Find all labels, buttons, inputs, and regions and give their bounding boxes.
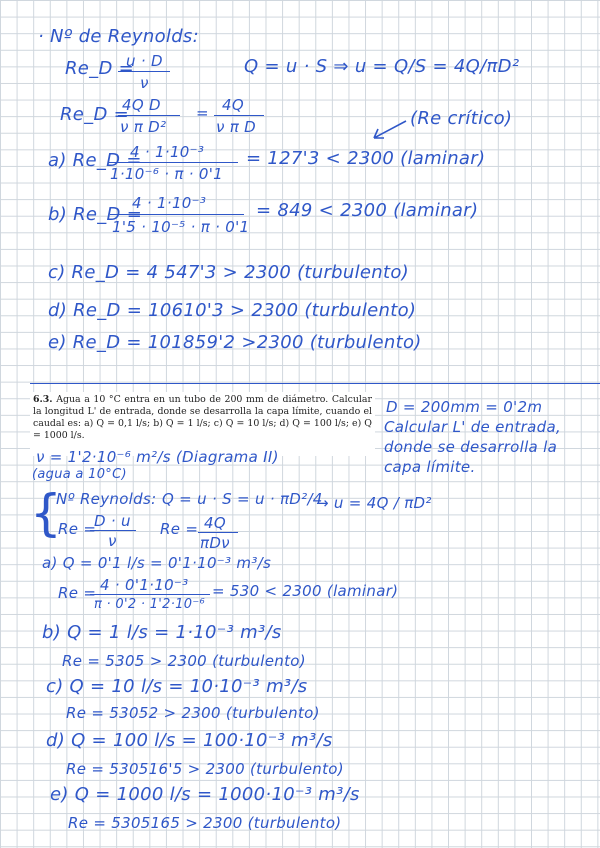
re-definition-numerator: u · D bbox=[126, 52, 163, 70]
case-b-label: b) Re_D = bbox=[48, 204, 143, 225]
re-definition-fraction-bar bbox=[118, 71, 170, 72]
arrow-icon bbox=[368, 118, 408, 144]
re-flow-fraction-bar bbox=[198, 532, 238, 533]
section-divider bbox=[30, 383, 600, 384]
q-case-d-line: d) Q = 100 l/s = 100·10⁻³ m³/s bbox=[46, 730, 333, 751]
q-case-a-line: a) Q = 0'1 l/s = 0'1·10⁻³ m³/s bbox=[42, 554, 272, 572]
case-a-result: = 127'3 < 2300 (laminar) bbox=[246, 148, 486, 169]
re-definition-denominator: ν bbox=[140, 74, 149, 92]
q-case-b-line: b) Q = 1 l/s = 1·10⁻³ m³/s bbox=[42, 622, 282, 643]
viscosity-line: ν = 1'2·10⁻⁶ m²/s (Diagrama II) bbox=[36, 448, 279, 466]
re-flow-numerator: 4Q bbox=[204, 514, 226, 532]
case-e-line: e) Re_D = 101859'2 >2300 (turbulento) bbox=[48, 332, 422, 353]
case-a-denominator: 1·10⁻⁶ · π · 0'1 bbox=[110, 165, 223, 183]
case-b-numerator: 4 · 1·10⁻³ bbox=[132, 194, 207, 212]
q-case-b-re: Re = 5305 > 2300 (turbulento) bbox=[62, 652, 306, 670]
q-case-e-line: e) Q = 1000 l/s = 1000·10⁻³ m³/s bbox=[50, 784, 360, 805]
case-b-denominator: 1'5 · 10⁻⁵ · π · 0'1 bbox=[112, 218, 250, 236]
red-formula-label: Re_D = bbox=[60, 104, 130, 125]
problem-text: Agua a 10 °C entra en un tubo de 200 mm de diámetro. Calcular la longitud L' de entrada, donde se desarrolla la capa límite, cuando el caudal es: a) Q = 0,1 l/s; b) Q = 1 l/s; c) Q = 10 l/s; d) Q = 100 l/s; e) Q = 1000 l/s. bbox=[33, 394, 372, 441]
side-note-line-4: capa límite. bbox=[384, 458, 476, 476]
case-a-label: a) Re_D = bbox=[48, 150, 142, 171]
problem-statement bbox=[30, 392, 375, 456]
re-general-numerator: D · u bbox=[94, 512, 131, 530]
side-note-line-3: donde se desarrolla la bbox=[384, 438, 558, 456]
re-flow-denominator: πDν bbox=[200, 534, 230, 552]
red-simplified-numerator: 4Q bbox=[222, 96, 244, 114]
re-definition-label: Re_D = bbox=[65, 58, 135, 79]
side-note-line-2: Calcular L' de entrada, bbox=[384, 418, 562, 436]
flow-velocity-relation: Q = u · S ⇒ u = Q/S = 4Q/πD² bbox=[244, 56, 520, 77]
re-general-fraction-bar bbox=[90, 530, 136, 531]
q-case-d-re: Re = 530516'5 > 2300 (turbulento) bbox=[66, 760, 344, 778]
q-case-a-re-denominator: π · 0'2 · 1'2·10⁻⁶ bbox=[94, 597, 205, 612]
q-case-c-line: c) Q = 10 l/s = 10·10⁻³ m³/s bbox=[46, 676, 308, 697]
side-note-line-1: D = 200mm = 0'2m bbox=[386, 398, 543, 416]
system-brace: { bbox=[30, 484, 62, 542]
case-a-numerator: 4 · 1·10⁻³ bbox=[130, 143, 205, 161]
q-case-a-fraction-bar bbox=[90, 594, 210, 595]
section-title: · Nº de Reynolds: bbox=[38, 26, 199, 47]
problem-number: 6.3. bbox=[33, 394, 53, 405]
red-formula-numerator: 4Q D bbox=[122, 96, 161, 114]
velocity-relation: → u = 4Q / πD² bbox=[316, 494, 432, 512]
reynolds-title: Nº Reynolds: bbox=[56, 490, 157, 508]
re-flow-label: Re = bbox=[160, 520, 199, 538]
case-b-result: = 849 < 2300 (laminar) bbox=[256, 200, 479, 221]
q-case-a-re-result: = 530 < 2300 (laminar) bbox=[212, 582, 399, 600]
case-a-fraction-bar bbox=[108, 162, 238, 163]
red-simplified-denominator: ν π D bbox=[216, 118, 256, 136]
critical-re-note: (Re crítico) bbox=[410, 108, 513, 129]
q-case-e-re: Re = 5305165 > 2300 (turbulento) bbox=[68, 814, 342, 832]
q-case-c-re: Re = 53052 > 2300 (turbulento) bbox=[66, 704, 320, 722]
case-d-line: d) Re_D = 10610'3 > 2300 (turbulento) bbox=[48, 300, 417, 321]
red-formula-equals: = bbox=[196, 104, 209, 122]
q-case-a-re-label: Re = bbox=[58, 584, 97, 602]
red-simplified-fraction-bar bbox=[214, 115, 264, 116]
re-general-denominator: ν bbox=[108, 532, 117, 550]
red-formula-fraction-bar bbox=[118, 115, 180, 116]
q-case-a-re-numerator: 4 · 0'1·10⁻³ bbox=[100, 576, 189, 594]
red-formula-denominator: ν π D² bbox=[120, 118, 167, 136]
water-temperature-note: (agua a 10°C) bbox=[32, 467, 127, 482]
case-c-line: c) Re_D = 4 547'3 > 2300 (turbulento) bbox=[48, 262, 409, 283]
re-general-label: Re = bbox=[58, 520, 97, 538]
case-b-fraction-bar bbox=[110, 214, 244, 215]
flow-area-relation: Q = u · S = u · πD²/4 bbox=[162, 490, 323, 508]
